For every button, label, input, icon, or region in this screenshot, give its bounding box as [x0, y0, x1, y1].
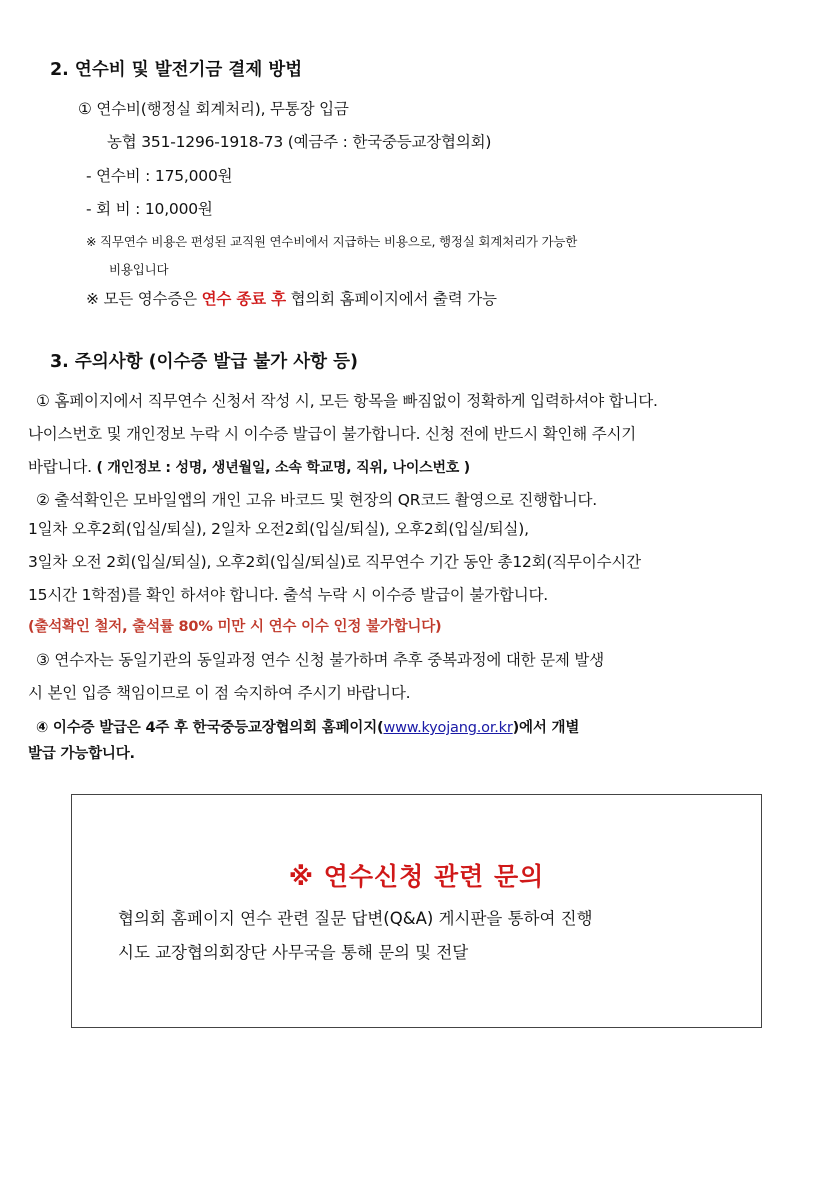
caution-2-line-3: 3일차 오전 2회(입실/퇴실), 오후2회(입실/퇴실)로 직무연수 기간 동안 총12회(직무이수시간	[28, 553, 641, 571]
note-2-suffix: 협의회 홈페이지에서 출력 가능	[285, 290, 497, 308]
tuition-fee-line: - 연수비 : 175,000원	[86, 167, 233, 185]
note-2-prefix: ※ 모든 영수증은	[86, 290, 202, 308]
note-2	[86, 288, 497, 310]
caution-3-line-2: 시 본인 입증 책임이므로 이 점 숙지하여 주시기 바랍니다.	[28, 684, 411, 702]
caution-1-line-3-prefix: 바랍니다.	[28, 458, 97, 476]
inquiry-line-1: 협의회 홈페이지 연수 관련 질문 답변(Q&A) 게시판을 통하여 진행	[118, 909, 593, 928]
inquiry-title: ※ 연수신청 관련 문의	[288, 862, 545, 891]
caution-1-line-3	[28, 456, 470, 479]
inquiry-box	[71, 794, 762, 1028]
attendance-warning: (출석확인 철저, 출석률 80% 미만 시 연수 이수 인정 불가합니다)	[28, 619, 442, 635]
kyojang-homepage-link[interactable]: www.kyojang.or.kr	[383, 720, 513, 736]
member-fee-line: - 회 비 : 10,000원	[86, 200, 213, 218]
note-1-line-1: ※ 직무연수 비용은 편성된 교직원 연수비에서 지급하는 비용으로, 행정실 회계처리가 가능한	[86, 234, 578, 249]
caution-3-line-1: ③ 연수자는 동일기관의 동일과정 연수 신청 불가하며 추후 중복과정에 대한 문제 발생	[36, 651, 604, 669]
section2-heading: 2. 연수비 및 발전기금 결제 방법	[50, 60, 303, 80]
caution-2-line-1: ② 출석확인은 모바일앱의 개인 고유 바코드 및 현장의 QR코드 촬영으로 진행합니다.	[36, 491, 598, 509]
payment-item-1: ① 연수비(행정실 회계처리), 무통장 입금	[78, 100, 349, 118]
caution-2-line-4: 15시간 1학점)를 확인 하셔야 합니다. 출석 누락 시 이수증 발급이 불가합니다.	[28, 586, 548, 604]
personal-info-list: ( 개인정보 : 성명, 생년월일, 소속 학교명, 직위, 나이스번호 )	[96, 460, 471, 476]
caution-4-prefix: ④ 이수증 발급은 4주 후 한국중등교장협의회 홈페이지(	[36, 720, 384, 736]
caution-1-line-1: ① 홈페이지에서 직무연수 신청서 작성 시, 모든 항목을 빠짐없이 정확하게 입력하셔야 합니다.	[36, 392, 658, 410]
caution-1-line-2: 나이스번호 및 개인정보 누락 시 이수증 발급이 불가합니다. 신청 전에 반드시 확인해 주시기	[28, 425, 637, 443]
bank-account-line: 농협 351-1296-1918-73 (예금주 : 한국중등교장협의회)	[107, 133, 492, 151]
section3-heading: 3. 주의사항 (이수증 발급 불가 사항 등)	[50, 352, 359, 372]
inquiry-line-2: 시도 교장협의회장단 사무국을 통해 문의 및 전달	[118, 943, 469, 962]
note-1-line-2: 비용입니다	[109, 262, 169, 277]
note-2-highlight: 연수 종료 후	[201, 290, 286, 308]
caution-4-suffix: )에서 개별	[512, 720, 580, 736]
caution-2-line-2: 1일차 오후2회(입실/퇴실), 2일차 오전2회(입실/퇴실), 오후2회(입실/퇴실),	[28, 520, 529, 538]
caution-4-line-2: 발급 가능합니다.	[28, 746, 135, 762]
caution-4-line-1	[36, 717, 579, 739]
